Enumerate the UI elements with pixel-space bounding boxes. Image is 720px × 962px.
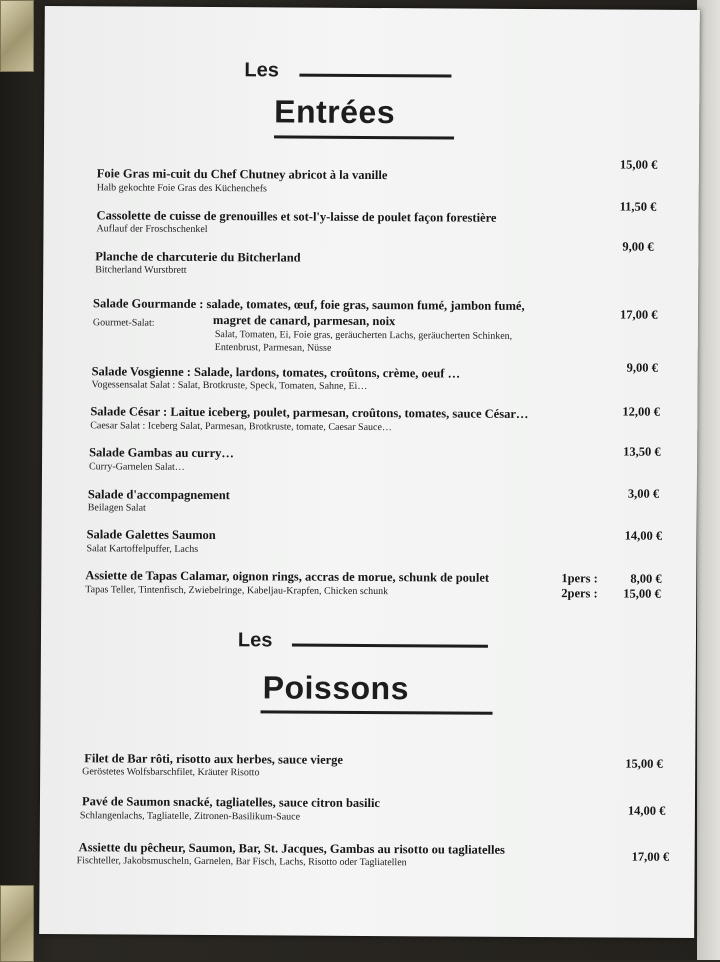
entree-item-name: Salade Gambas au curry… (89, 445, 234, 461)
entree-item-price: 14,00 € (624, 528, 663, 543)
entree-item-sub: Beilagen Salat (87, 502, 146, 514)
entree-item-name: Salade Gourmande : salade, tomates, œuf, foie gras, saumon fumé, jambon fumé, (92, 296, 525, 313)
entree-item-name: Salade César : Laitue iceberg, poulet, parmesan, croûtons, tomates, sauce César… (90, 404, 529, 421)
next-page-edge (697, 0, 720, 960)
poisson-item-sub: Geröstetes Wolfsbarschfilet, Kräuter Risotto (82, 766, 260, 779)
tapas-pers2-label: 2pers : (561, 586, 598, 601)
entree-item-name: Assiette de Tapas Calamar, oignon rings, accras de morue, schunk de poulet (85, 568, 490, 585)
binder-corner-top (0, 0, 34, 72)
entree-item-price: 12,00 € (622, 404, 660, 419)
entree-item-sub: Tapas Teller, Tintenfisch, Zwiebelringe, Kabeljau-Krapfen, Chicken schunk (85, 584, 389, 598)
entree-item-sub: Auflauf der Froschschenkel (96, 223, 208, 236)
poissons-title-underline (261, 710, 493, 714)
entree-item-price: 17,00 € (619, 307, 658, 322)
poisson-item-name: Assiette du pêcheur, Saumon, Bar, St. Jacques, Gambas au risotto ou tagliatelles (78, 840, 505, 857)
poissons-les-label: Les (237, 629, 273, 652)
entrees-title: Entrées (274, 93, 396, 131)
poisson-item-price: 14,00 € (627, 803, 666, 818)
entree-item-name: Salade d'accompagnement (87, 487, 230, 503)
entree-item-name: Planche de charcuterie du Bitcherland (95, 249, 301, 265)
entrees-les-label: Les (244, 59, 279, 82)
entree-item-sub: Salat Kartoffelpuffer, Lachs (86, 543, 199, 555)
menu-page (39, 6, 700, 938)
entree-item-name-continued: magret de canard, parmesan, noix (212, 313, 396, 329)
poisson-item-name: Filet de Bar rôti, risotto aux herbes, sauce vierge (84, 751, 344, 767)
binder-corner-bottom (0, 885, 34, 962)
entree-item-price: 11,50 € (619, 199, 657, 214)
entree-item-price: 9,00 € (626, 360, 658, 375)
entree-item-price: 9,00 € (622, 239, 654, 254)
poisson-item-sub: Fischteller, Jakobsmuscheln, Garnelen, Bar Fisch, Lachs, Risotto oder Tagliatellen (76, 855, 407, 869)
tapas-pers1-label: 1pers : (561, 571, 598, 586)
entree-item-sub: Salat, Tomaten, Ei, Foie gras, geräucherten Lachs, geräucherten Schinken, (214, 329, 513, 342)
tapas-price1: 8,00 € (630, 571, 662, 586)
entrees-title-underline (274, 135, 454, 139)
entree-item-price: 15,00 € (619, 157, 658, 172)
entree-item-german-label: Gourmet-Salat: (92, 317, 155, 329)
poisson-item-sub: Schlangenlachs, Tagliatelle, Zitronen-Basilikum-Sauce (79, 810, 301, 823)
entree-item-name: Foie Gras mi-cuit du Chef Chutney abricot à la vanille (96, 166, 388, 183)
entree-item-sub: Vogessensalat Salat : Salat, Brotkruste, Speck, Tomaten, Sahne, Ei… (91, 379, 368, 392)
entree-item-name: Cassolette de cuisse de grenouilles et sot-l'y-laisse de poulet façon forestière (96, 208, 497, 225)
entree-item-name: Salade Vosgienne : Salade, lardons, tomates, croûtons, crème, oeuf … (91, 364, 461, 381)
entrees-les-rule (299, 74, 451, 78)
entree-item-sub: Halb gekochte Foie Gras des Küchenchefs (96, 182, 267, 195)
poissons-title: Poissons (262, 669, 410, 707)
entree-item-price: 13,50 € (623, 444, 661, 459)
entree-item-price: 3,00 € (627, 486, 660, 501)
poisson-item-price: 17,00 € (631, 849, 670, 864)
entree-item-sub: Bitcherland Wurstbrett (95, 264, 187, 276)
entree-item-sub-continued: Entenbrust, Parmesan, Nüsse (214, 342, 332, 354)
poissons-les-rule (292, 644, 488, 648)
tapas-price2: 15,00 € (623, 586, 661, 601)
entree-item-sub: Curry-Garnelen Salat… (88, 461, 185, 473)
entree-item-name: Salade Galettes Saumon (86, 527, 216, 543)
entree-item-sub: Caesar Salat : Iceberg Salat, Parmesan, Brotkruste, tomate, Caesar Sauce… (90, 420, 392, 434)
poisson-item-name: Pavé de Saumon snacké, tagliatelles, sauce citron basilic (81, 794, 381, 811)
poisson-item-price: 15,00 € (625, 756, 663, 771)
